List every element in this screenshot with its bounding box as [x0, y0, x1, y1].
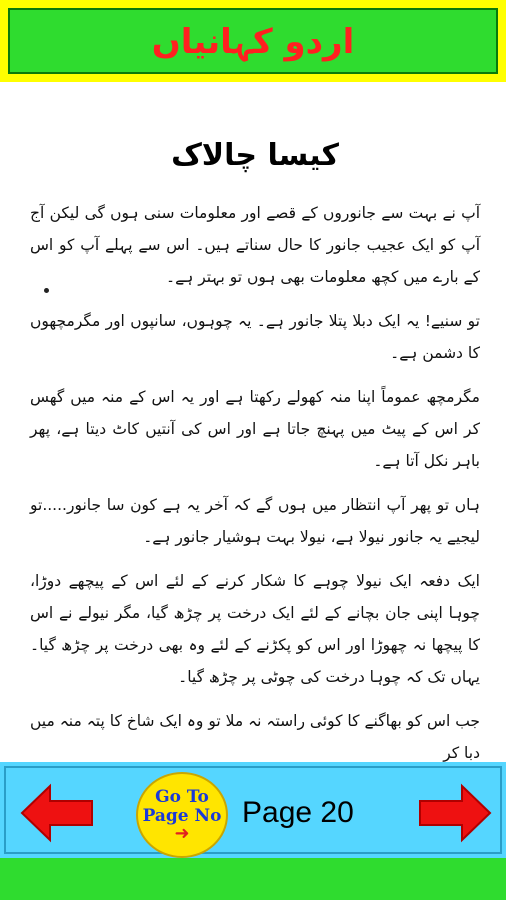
story-paragraph: جب اس کو بھاگنے کا کوئی راستہ نہ ملا تو وہ ایک شاخ کا پتہ منہ میں دبا کر	[30, 712, 480, 762]
story-paragraph: آپ نے بہت سے جانوروں کے قصے اور معلومات سنی ہوں گی لیکن آج آپ کو ایک عجیب جانور کا حال سناتے ہیں۔ اس سے پہلے آپ کو اس کے بارے میں کچھ معلومات بھی ہوں تو بہتر ہے۔	[30, 204, 480, 286]
next-page-arrow-icon[interactable]	[418, 784, 492, 842]
bullet-dot-icon	[44, 288, 49, 293]
story-title: کیسا چالاک	[171, 138, 339, 173]
page-number-label: Page 20	[242, 796, 354, 829]
app-header	[0, 0, 506, 82]
go-arrow-icon: ➜	[174, 823, 190, 844]
app-title: اردو کہانیاں	[151, 21, 355, 62]
footer-bar	[0, 858, 506, 900]
story-content	[30, 130, 480, 762]
go-to-page-button[interactable]	[136, 772, 228, 858]
navigation-bar-frame	[4, 766, 502, 854]
previous-page-arrow-icon[interactable]	[20, 784, 94, 842]
story-paragraph: تو سنیے! یہ ایک دبلا پتلا جانور ہے۔ یہ چوہوں، سانپوں اور مگرمچھوں کا دشمن ہے۔	[30, 312, 480, 362]
story-paragraph: ایک دفعہ ایک نیولا چوہے کا شکار کرنے کے لئے اس کے پیچھے دوڑا، چوہا اپنی جان بچانے کے لئے ایک درخت پر چڑھ گیا، مگر نیولے نے اس کا پیچھا نہ چھوڑا اور اس کو پکڑنے کے لئے وہ بھی درخت پر چڑھ گیا۔ یہاں تک کہ چوہا درخت کی چوٹی پر چڑھ گیا۔	[30, 572, 480, 686]
app-title-banner	[8, 8, 498, 74]
go-to-label: Go To	[155, 787, 209, 807]
story-paragraph: مگرمچھ عموماً اپنا منہ کھولے رکھتا ہے اور یہ اس کے منہ میں گھس کر اس کے پیٹ میں پہنچ جاتا ہے اور اس کی آنتیں کاٹ دیتا ہے، پھر باہر نکل آتا ہے۔	[30, 388, 480, 470]
story-paragraph: ہاں تو پھر آپ انتظار میں ہوں گے کہ آخر یہ ہے کون سا جانور.....تو لیجیے یہ جانور نیولا ہے، نیولا بہت ہوشیار جانور ہے۔	[30, 496, 480, 546]
navigation-bar	[0, 762, 506, 858]
page-no-label: Page No	[142, 806, 222, 826]
